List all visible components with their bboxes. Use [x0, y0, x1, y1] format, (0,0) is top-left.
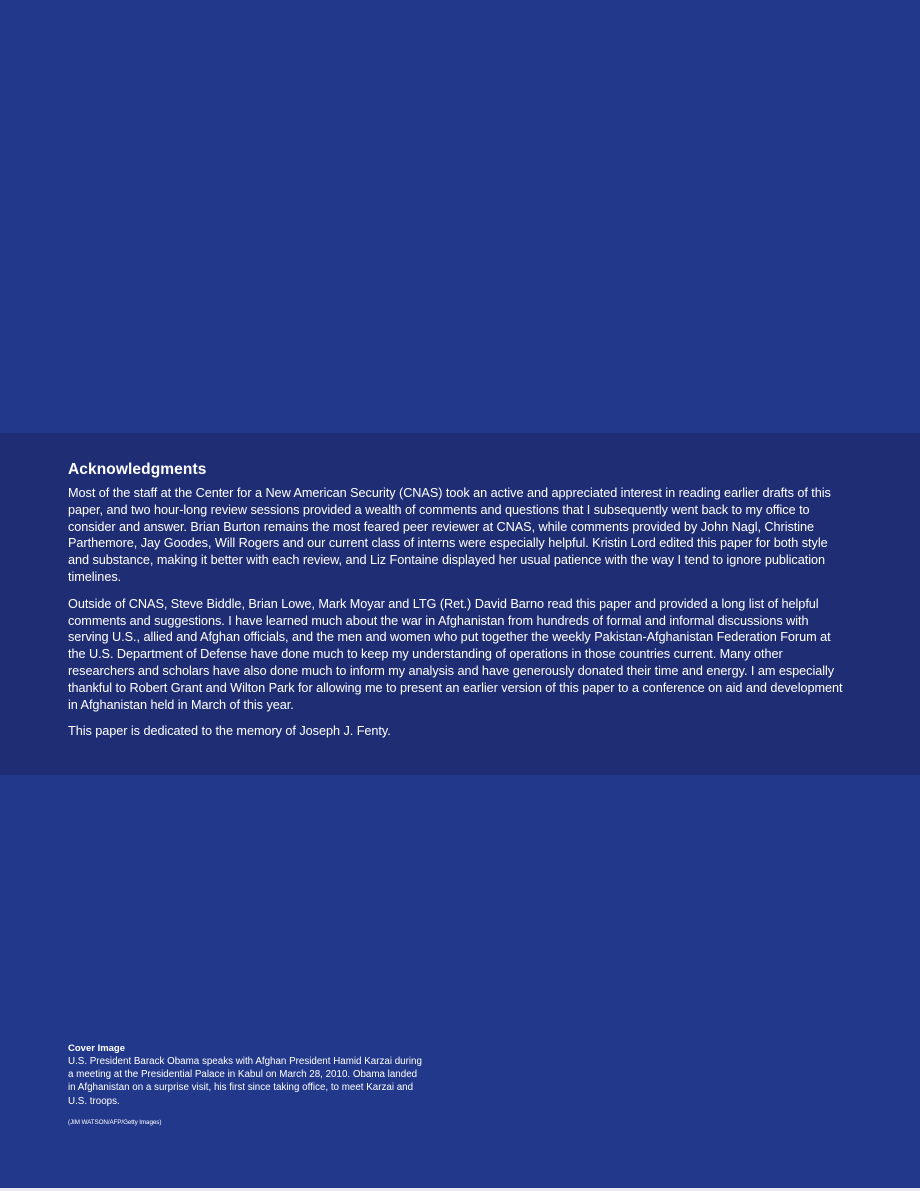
cover-image-caption: U.S. President Barack Obama speaks with Afghan President Hamid Karzai during a meeting at the Presidential Palace in Kabul on March 28, 2010. Obama landed in Afghanistan on a surprise visit, his first since taking office, to meet Karzai and U.S. troops. — [68, 1056, 422, 1107]
acknowledgments-paragraph-2: Outside of CNAS, Steve Biddle, Brian Lowe, Mark Moyar and LTG (Ret.) David Barno read this paper and provided a long list of helpful comments and suggestions. I have learned much about the war in Afghanistan from hundreds of formal and informal discussions with serving U.S., allied and Afghan officials, and the men and women who put together the weekly Pakistan-Afghanistan Federation Forum at the U.S. Department of Defense have done much to keep my understanding of operations in those countries current. Many other researchers and scholars have also done much to inform my analysis and have generously donated their time and energy. I am especially thankful to Robert Grant and Wilton Park for allowing me to present an earlier version of this paper to a conference on aid and development in Afghanistan held in March of this year. — [68, 596, 843, 712]
photo-credit: (JIM WATSON/AFP/Getty Images) — [68, 1118, 162, 1126]
cover-image-title: Cover Image — [68, 1043, 126, 1054]
dedication-paragraph: This paper is dedicated to the memory of Joseph J. Fenty. — [68, 724, 391, 739]
cover-image-note — [68, 1043, 423, 1126]
acknowledgments-paragraph-1: Most of the staff at the Center for a New American Security (CNAS) took an active and appreciated interest in reading earlier drafts of this paper, and two hour-long review sessions provided a wealth of comments and questions that I subsequently went back to my office to consider and answer. Brian Burton remains the most feared peer reviewer at CNAS, while comments provided by John Nagl, Christine Parthemore, Jay Goodes, Will Rogers and our current class of interns were especially helpful. Kristin Lord edited this paper for both style and substance, making it better with each review, and Liz Fontaine displayed her usual patience with the way I tend to ignore publication timelines. — [68, 486, 831, 584]
acknowledgments-content — [68, 461, 848, 750]
acknowledgments-heading: Acknowledgments — [68, 461, 207, 478]
acknowledgments-section — [0, 433, 920, 775]
